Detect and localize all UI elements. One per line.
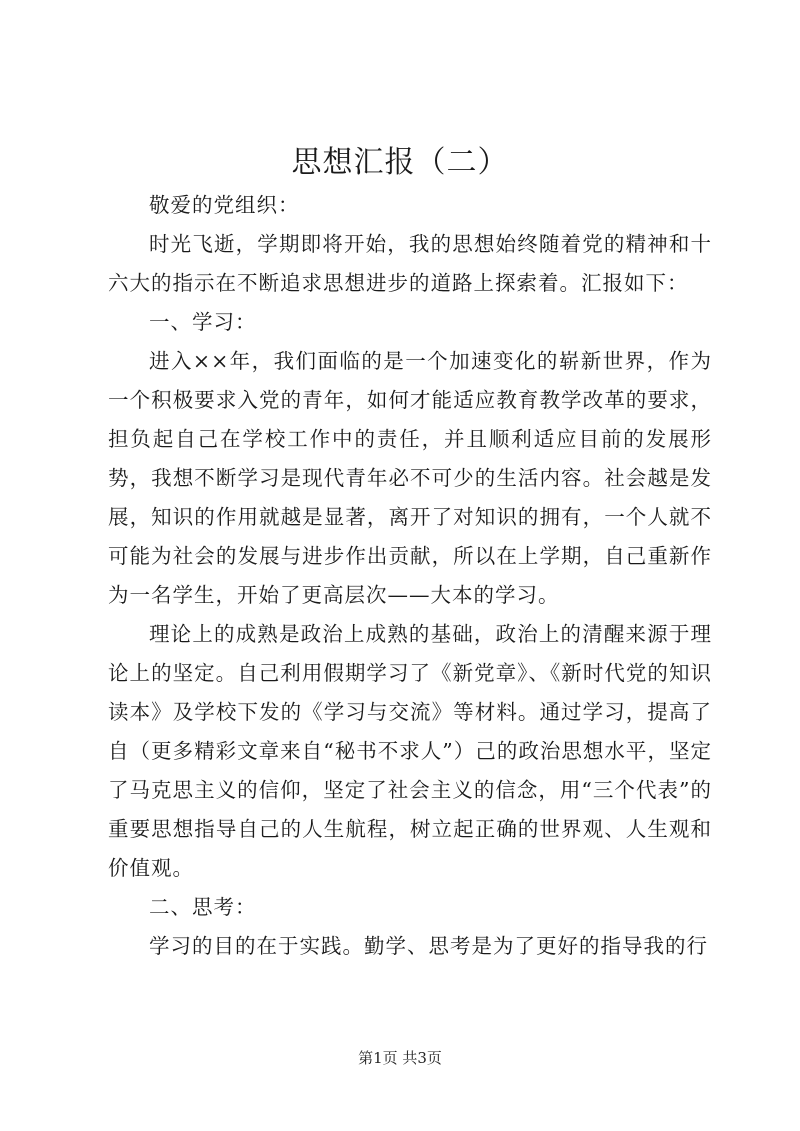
study-paragraph-1: 进入××年，我们面临的是一个加速变化的崭新世界，作为一个积极要求入党的青年，如何才能适应教育教学改革的要求，担负起自己在学校工作中的责任，并且顺利适应目前的发展形势，我想不断学习是现代青年必不可少的生活内容。社会越是发展，知识的作用就越是显著，离开了对知识的拥有，一个人就不可能为社会的发展与进步作出贡献，所以在上学期，自己重新作为一名学生，开始了更高层次——大本的学习。	[108, 349, 712, 607]
document-title: 思想汇报（二）	[291, 145, 509, 180]
salutation: 敬爱的党组织：	[149, 193, 300, 217]
thinking-paragraph-1: 学习的目的在于实践。勤学、思考是为了更好的指导我的行	[149, 934, 708, 958]
section-heading-thinking: 二、思考：	[149, 895, 257, 919]
document-body	[108, 186, 712, 966]
study-paragraph-2: 理论上的成熟是政治上成熟的基础，政治上的清醒来源于理论上的坚定。自己利用假期学习了《新党章》、《新时代党的知识读本》及学校下发的《学习与交流》等材料。通过学习，提高了自（更多精彩文章来自“秘书不求人”）己的政治思想水平，坚定了马克思主义的信仰，坚定了社会主义的信念，用“三个代表”的重要思想指导自己的人生航程，树立起正确的世界观、人生观和价值观。	[108, 622, 712, 880]
section-heading-study: 一、学习：	[149, 310, 257, 334]
page-footer: 第1页 共3页	[358, 1049, 442, 1067]
intro-paragraph: 时光飞逝，学期即将开始，我的思想始终随着党的精神和十六大的指示在不断追求思想进步的道路上探索着。汇报如下：	[108, 232, 712, 295]
